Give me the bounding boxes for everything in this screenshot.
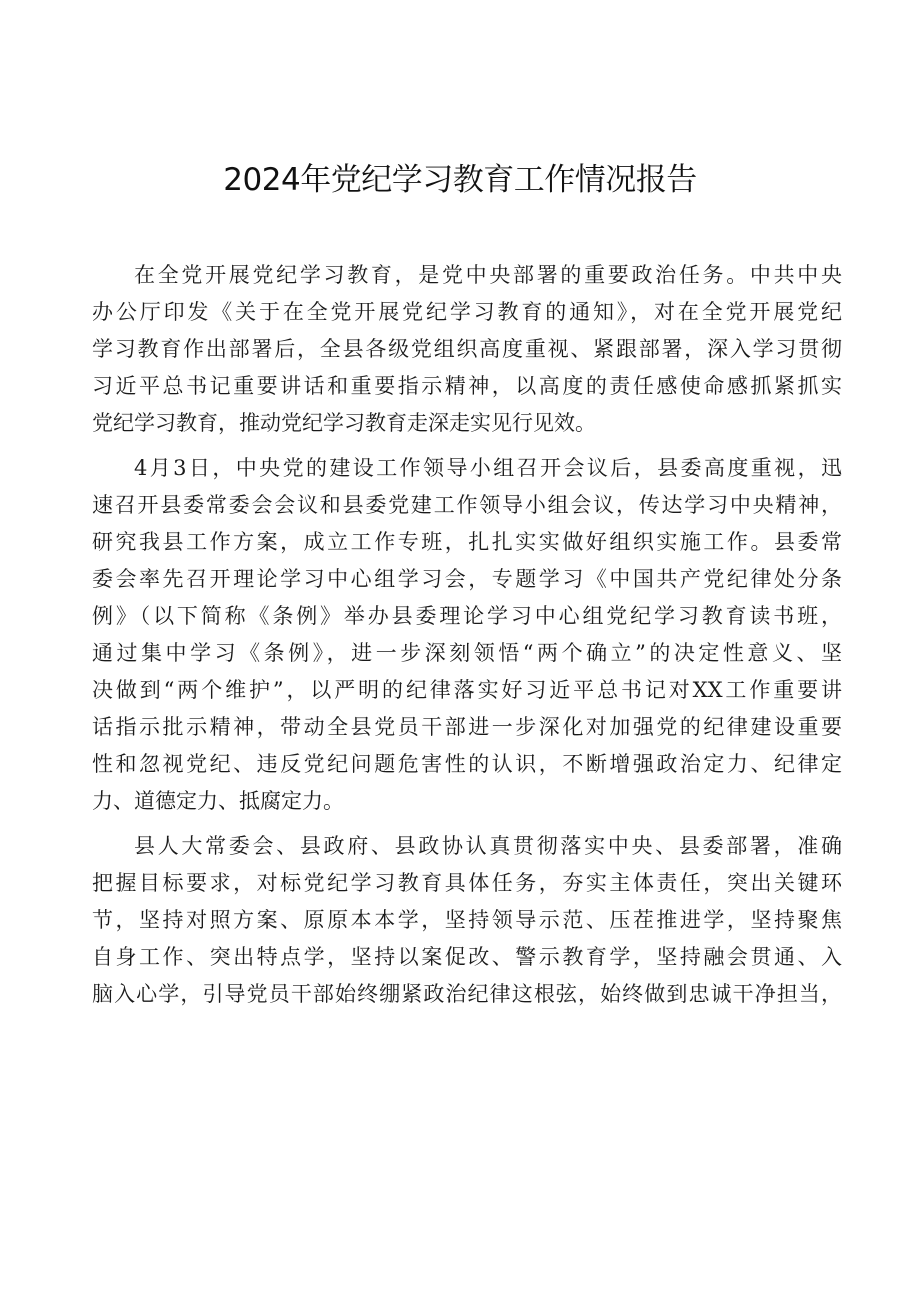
paragraph-line: 县人大常委会、县政府、县政协认真贯彻落实中央、县委部署，准确 <box>134 834 842 858</box>
paragraph-line: 4月3日，中央党的建设工作领导小组召开会议后，县委高度重视，迅 <box>134 456 842 480</box>
paragraph-line: 委会率先召开理论学习中心组学习会，专题学习《中国共产党纪律处分条 <box>92 567 842 591</box>
paragraph-line: 习近平总书记重要讲话和重要指示精神，以高度的责任感使命感抓紧抓实 <box>92 374 842 398</box>
paragraph <box>92 257 842 442</box>
paragraph-line: 学习教育作出部署后，全县各级党组织高度重视、紧跟部署，深入学习贯彻 <box>92 337 842 361</box>
paragraph-line: 自身工作、突出特点学，坚持以案促改、警示教育学，坚持融会贯通、入 <box>92 945 842 969</box>
paragraph-line: 例》（以下简称《条例》举办县委理论学习中心组党纪学习教育读书班， <box>92 604 842 628</box>
paragraph-line: 话指示批示精神，带动全县党员干部进一步深化对加强党的纪律建设重要 <box>92 715 842 739</box>
document-body <box>92 257 842 1013</box>
paragraph-line: 节，坚持对照方案、原原本本学，坚持领导示范、压茬推进学，坚持聚焦 <box>92 908 842 932</box>
paragraph-line: 通过集中学习《条例》，进一步深刻领悟“两个确立”的决定性意义、坚 <box>92 641 842 665</box>
paragraph-line: 决做到“两个维护”，以严明的纪律落实好习近平总书记对XX工作重要讲 <box>92 678 842 702</box>
paragraph-line: 在全党开展党纪学习教育，是党中央部署的重要政治任务。中共中央 <box>134 263 842 287</box>
paragraph <box>92 450 842 820</box>
paragraph-line: 速召开县委常委会会议和县委党建工作领导小组会议，传达学习中央精神， <box>92 493 842 517</box>
paragraph-line: 党纪学习教育，推动党纪学习教育走深走实见行见效。 <box>92 411 596 435</box>
paragraph-line: 性和忽视党纪、违反党纪问题危害性的认识，不断增强政治定力、纪律定 <box>92 752 842 776</box>
paragraph-line: 把握目标要求，对标党纪学习教育具体任务，夯实主体责任，突出关键环 <box>92 871 842 895</box>
paragraph-line: 办公厅印发《关于在全党开展党纪学习教育的通知》，对在全党开展党纪 <box>92 300 842 324</box>
paragraph-line: 脑入心学，引导党员干部始终绷紧政治纪律这根弦，始终做到忠诚干净担当， <box>92 982 842 1006</box>
paragraph-line: 力、道德定力、抵腐定力。 <box>92 789 344 813</box>
document-title: 2024年党纪学习教育工作情况报告 <box>223 162 697 198</box>
paragraph <box>92 828 842 1013</box>
paragraph-line: 研究我县工作方案，成立工作专班，扎扎实实做好组织实施工作。县委常 <box>92 530 842 554</box>
